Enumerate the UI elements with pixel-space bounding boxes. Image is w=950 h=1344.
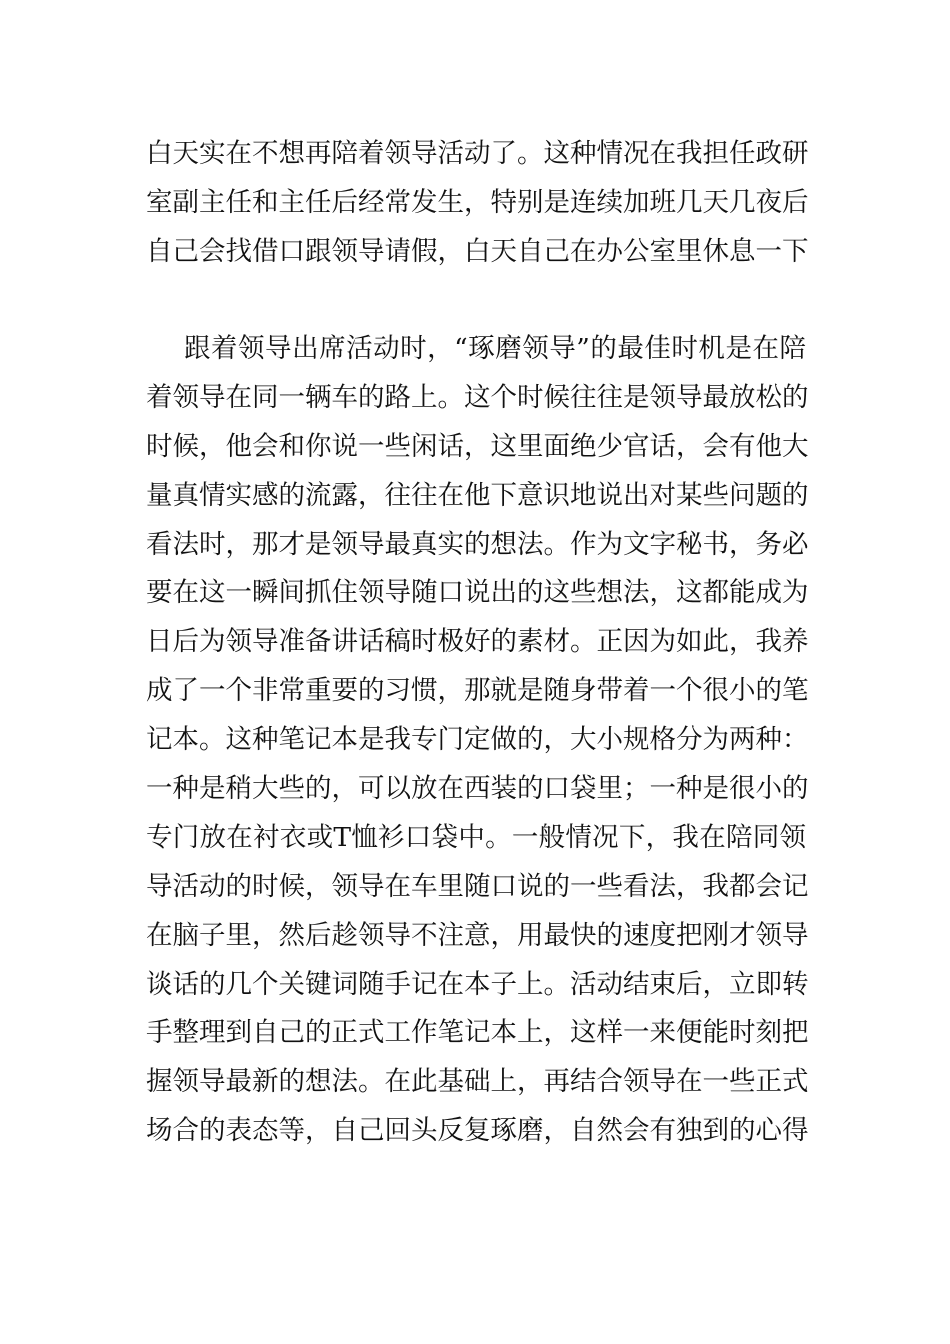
text-line: 场合的表态等，自己回头反复琢磨，自然会有独到的心得 [146,1115,809,1147]
paragraph-continued [146,130,809,277]
text-line: 跟着领导出席活动时，“琢磨领导”的最佳时机是在陪 [184,333,806,364]
text-line: 在脑子里，然后趁领导不注意，用最快的速度把刚才领导 [146,919,809,951]
text-line: 成了一个非常重要的习惯，那就是随身带着一个很小的笔 [146,675,809,707]
text-line: 自己会找借口跟领导请假，白天自己在办公室里休息一下 [146,235,809,267]
paragraph-main [146,325,809,1156]
text-line: 看法时，那才是领导最真实的想法。作为文字秘书，务必 [146,528,809,560]
text-line: 手整理到自己的正式工作笔记本上，这样一来便能时刻把 [146,1017,809,1049]
text-line: 谈话的几个关键词随手记在本子上。活动结束后，立即转 [146,968,809,1000]
text-line: 一种是稍大些的，可以放在西装的口袋里；一种是很小的 [146,773,809,805]
text-line: 导活动的时候，领导在车里随口说的一些看法，我都会记 [146,870,809,902]
text-line: 记本。这种笔记本是我专门定做的，大小规格分为两种： [146,724,809,756]
text-line: 量真情实感的流露，往往在他下意识地说出对某些问题的 [146,479,809,511]
text-line: 时候，他会和你说一些闲话，这里面绝少官话，会有他大 [146,430,809,462]
text-line: 专门放在衬衣或T恤衫口袋中。一般情况下，我在陪同领 [146,821,806,853]
text-line: 白天实在不想再陪着领导活动了。这种情况在我担任政研 [146,138,809,169]
text-line: 着领导在同一辆车的路上。这个时候往往是领导最放松的 [146,381,809,413]
text-line: 日后为领导准备讲话稿时极好的素材。正因为如此，我养 [146,626,809,658]
text-line: 握领导最新的想法。在此基础上，再结合领导在一些正式 [146,1066,809,1098]
text-line: 室副主任和主任后经常发生，特别是连续加班几天几夜后 [146,186,809,218]
text-line: 要在这一瞬间抓住领导随口说出的这些想法，这都能成为 [146,577,809,609]
